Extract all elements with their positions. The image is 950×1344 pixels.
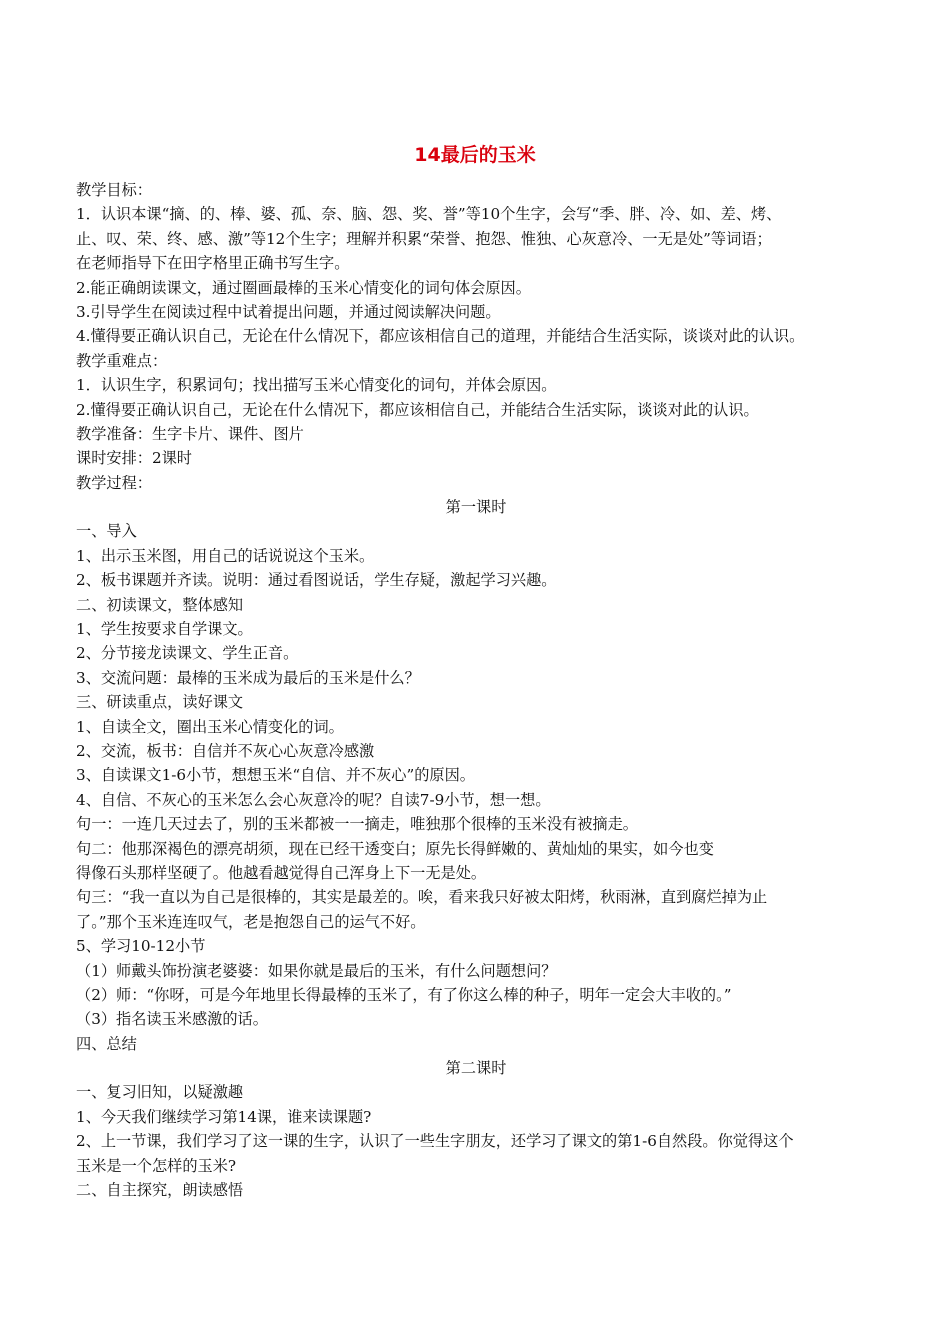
text-line: 句一：一连几天过去了，别的玉米都被一一摘走，唯独那个很棒的玉米没有被摘走。 xyxy=(76,815,638,834)
text-line: 1．认识生字，积累词句；找出描写玉米心情变化的词句，并体会原因。 xyxy=(76,376,557,395)
text-line: 2、上一节课，我们学习了这一课的生字，认识了一些生字朋友，还学习了课文的第1-6自然段。你觉得这个 xyxy=(76,1132,794,1151)
text-line: （1）师戴头饰扮演老婆婆：如果你就是最后的玉米，有什么问题想问？ xyxy=(76,961,557,980)
document-body xyxy=(76,178,876,1202)
text-line: 2、分节接龙读课文、学生正音。 xyxy=(76,644,299,663)
text-line: 句二：他那深褐色的漂亮胡须，现在已经干透变白；原先长得鲜嫩的、黄灿灿的果实，如今也变 xyxy=(76,839,714,858)
text-line: 教学过程： xyxy=(76,473,152,492)
text-line: 了。”那个玉米连连叹气，老是抱怨自己的运气不好。 xyxy=(76,912,426,931)
text-line: 5、学习10-12小节 xyxy=(76,937,206,956)
text-line: 句三：“我一直以为自己是很棒的，其实是最差的。唉，看来我只好被太阳烤，秋雨淋，直到腐烂掉为止 xyxy=(76,888,768,907)
text-line: （3）指名读玉米感激的话。 xyxy=(76,1010,268,1029)
text-line: 2、交流，板书：自信并不灰心心灰意冷感激 xyxy=(76,741,375,760)
text-line: 1、学生按要求自学课文。 xyxy=(76,620,253,639)
text-line: 4、自信、不灰心的玉米怎么会心灰意冷的呢？自读7-9小节，想一想。 xyxy=(76,790,551,809)
text-line: 3、自读课文1-6小节，想想玉米“自信、并不灰心”的原因。 xyxy=(76,766,475,785)
text-line: 2.能正确朗读课文，通过圈画最棒的玉米心情变化的词句体会原因。 xyxy=(76,278,531,297)
text-line: 3、交流问题：最棒的玉米成为最后的玉米是什么？ xyxy=(76,668,420,687)
text-line: 1．认识本课“摘、的、棒、婆、孤、奈、脑、怨、奖、誉”等10个生字，会写“季、胖、冷、如、差、烤、 xyxy=(76,205,782,224)
text-line: 2、板书课题并齐读。说明：通过看图说话，学生存疑，激起学习兴趣。 xyxy=(76,571,557,590)
text-line: 三、研读重点，读好课文 xyxy=(76,693,244,712)
text-line: 1、自读全文，圈出玉米心情变化的词。 xyxy=(76,717,344,736)
text-line: 1、今天我们继续学习第14课，谁来读课题? xyxy=(76,1107,372,1126)
text-line: 在老师指导下在田字格里正确书写生字。 xyxy=(76,254,350,273)
text-line: 一、复习旧知，以疑激趣 xyxy=(76,1083,244,1102)
document-title: 14最后的玉米 xyxy=(414,144,536,166)
text-line: 二、初读课文，整体感知 xyxy=(76,595,244,614)
text-line: 3.引导学生在阅读过程中试着提出问题，并通过阅读解决问题。 xyxy=(76,302,501,321)
text-line: 一、导入 xyxy=(76,522,137,541)
text-line: 二、自主探究，朗读感悟 xyxy=(76,1181,244,1200)
section-heading: 第一课时 xyxy=(445,498,507,517)
text-line: 2.懂得要正确认识自己，无论在什么情况下，都应该相信自己，并能结合生活实际，谈谈对此的认识。 xyxy=(76,400,759,419)
text-line: 教学重难点： xyxy=(76,351,168,370)
text-line: 止、叹、荣、终、感、激”等12个生字；理解并积累“荣誉、抱怨、惟独、心灰意冷、一无是处”等词语； xyxy=(76,229,772,248)
section-heading: 第二课时 xyxy=(445,1059,507,1078)
text-line: 四、总结 xyxy=(76,1034,137,1053)
text-line: 教学准备：生字卡片、课件、图片 xyxy=(76,424,304,443)
text-line: 得像石头那样坚硬了。他越看越觉得自己浑身上下一无是处。 xyxy=(76,863,487,882)
text-line: 1、出示玉米图，用自己的话说说这个玉米。 xyxy=(76,546,375,565)
text-line: 课时安排：2课时 xyxy=(76,449,192,468)
text-line: 教学目标： xyxy=(76,181,152,199)
text-line: 玉米是一个怎样的玉米? xyxy=(76,1156,237,1175)
text-line: 4.懂得要正确认识自己，无论在什么情况下，都应该相信自己的道理，并能结合生活实际，谈谈对此的认识。 xyxy=(76,327,805,346)
text-line: （2）师：“你呀，可是今年地里长得最棒的玉米了，有了你这么棒的种子，明年一定会大丰收的。” xyxy=(76,985,732,1004)
